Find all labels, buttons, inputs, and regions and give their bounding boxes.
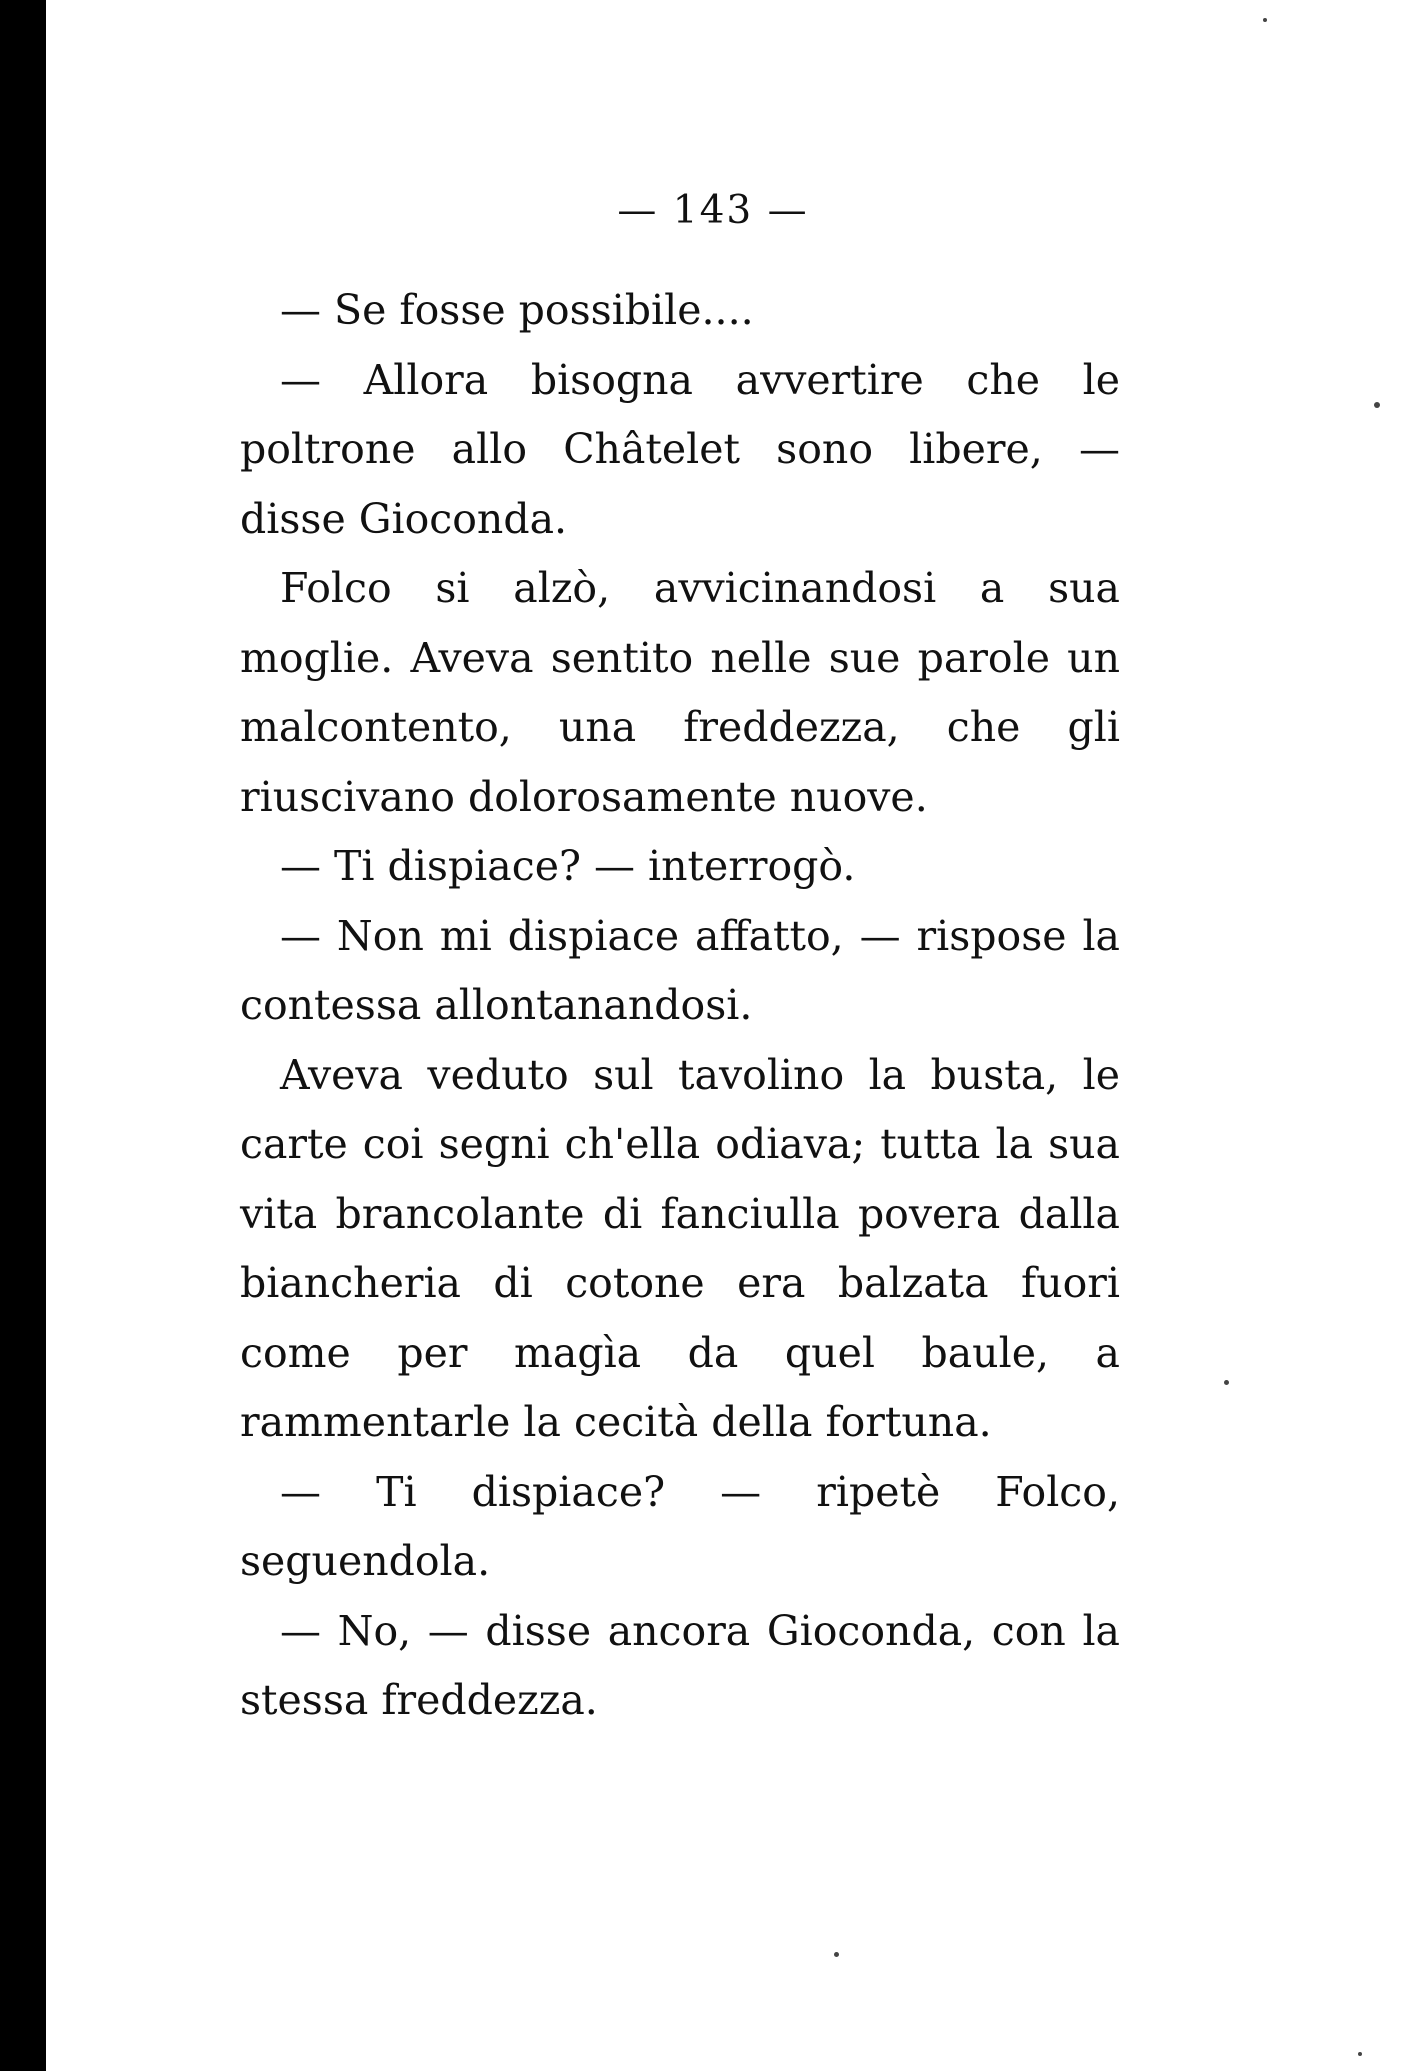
scan-speck [1263, 18, 1267, 22]
scan-speck [834, 1952, 839, 1957]
page-number: — 143 — [617, 188, 809, 233]
paragraph: — Allora bisogna avvertire che le poltrone allo Châtelet sono libere, — disse Gioconda. [240, 355, 1120, 543]
paragraph: — Se fosse possibile.... [280, 286, 754, 334]
scan-speck [1358, 2052, 1362, 2056]
paragraph: Folco si alzò, avvicinandosi a sua moglie. Aveva sentito nelle sue parole un malcontento, una freddezza, che gli riuscivano dolorosamente nuove. [240, 564, 1120, 821]
paragraph: — Ti dispiace? — ripetè Folco, seguendola. [240, 1467, 1120, 1585]
paragraph: — Non mi dispiace affatto, — rispose la contessa allontanandosi. [240, 911, 1120, 1029]
paragraph: — No, — disse ancora Gioconda, con la stessa freddezza. [240, 1606, 1120, 1724]
paragraph: — Ti dispiace? — interrogò. [280, 842, 856, 890]
scan-speck [1374, 402, 1380, 408]
paragraph: Aveva veduto sul tavolino la busta, le carte coi segni ch'ella odiava; tutta la sua vita brancolante di fanciulla povera dalla biancheria di cotone era balzata fuori come per magìa da quel baule, a rammentarle la cecità della fortuna. [240, 1050, 1120, 1446]
body-text [240, 276, 1120, 1736]
scan-speck [1224, 1380, 1229, 1385]
page-binding-edge [0, 0, 46, 2071]
